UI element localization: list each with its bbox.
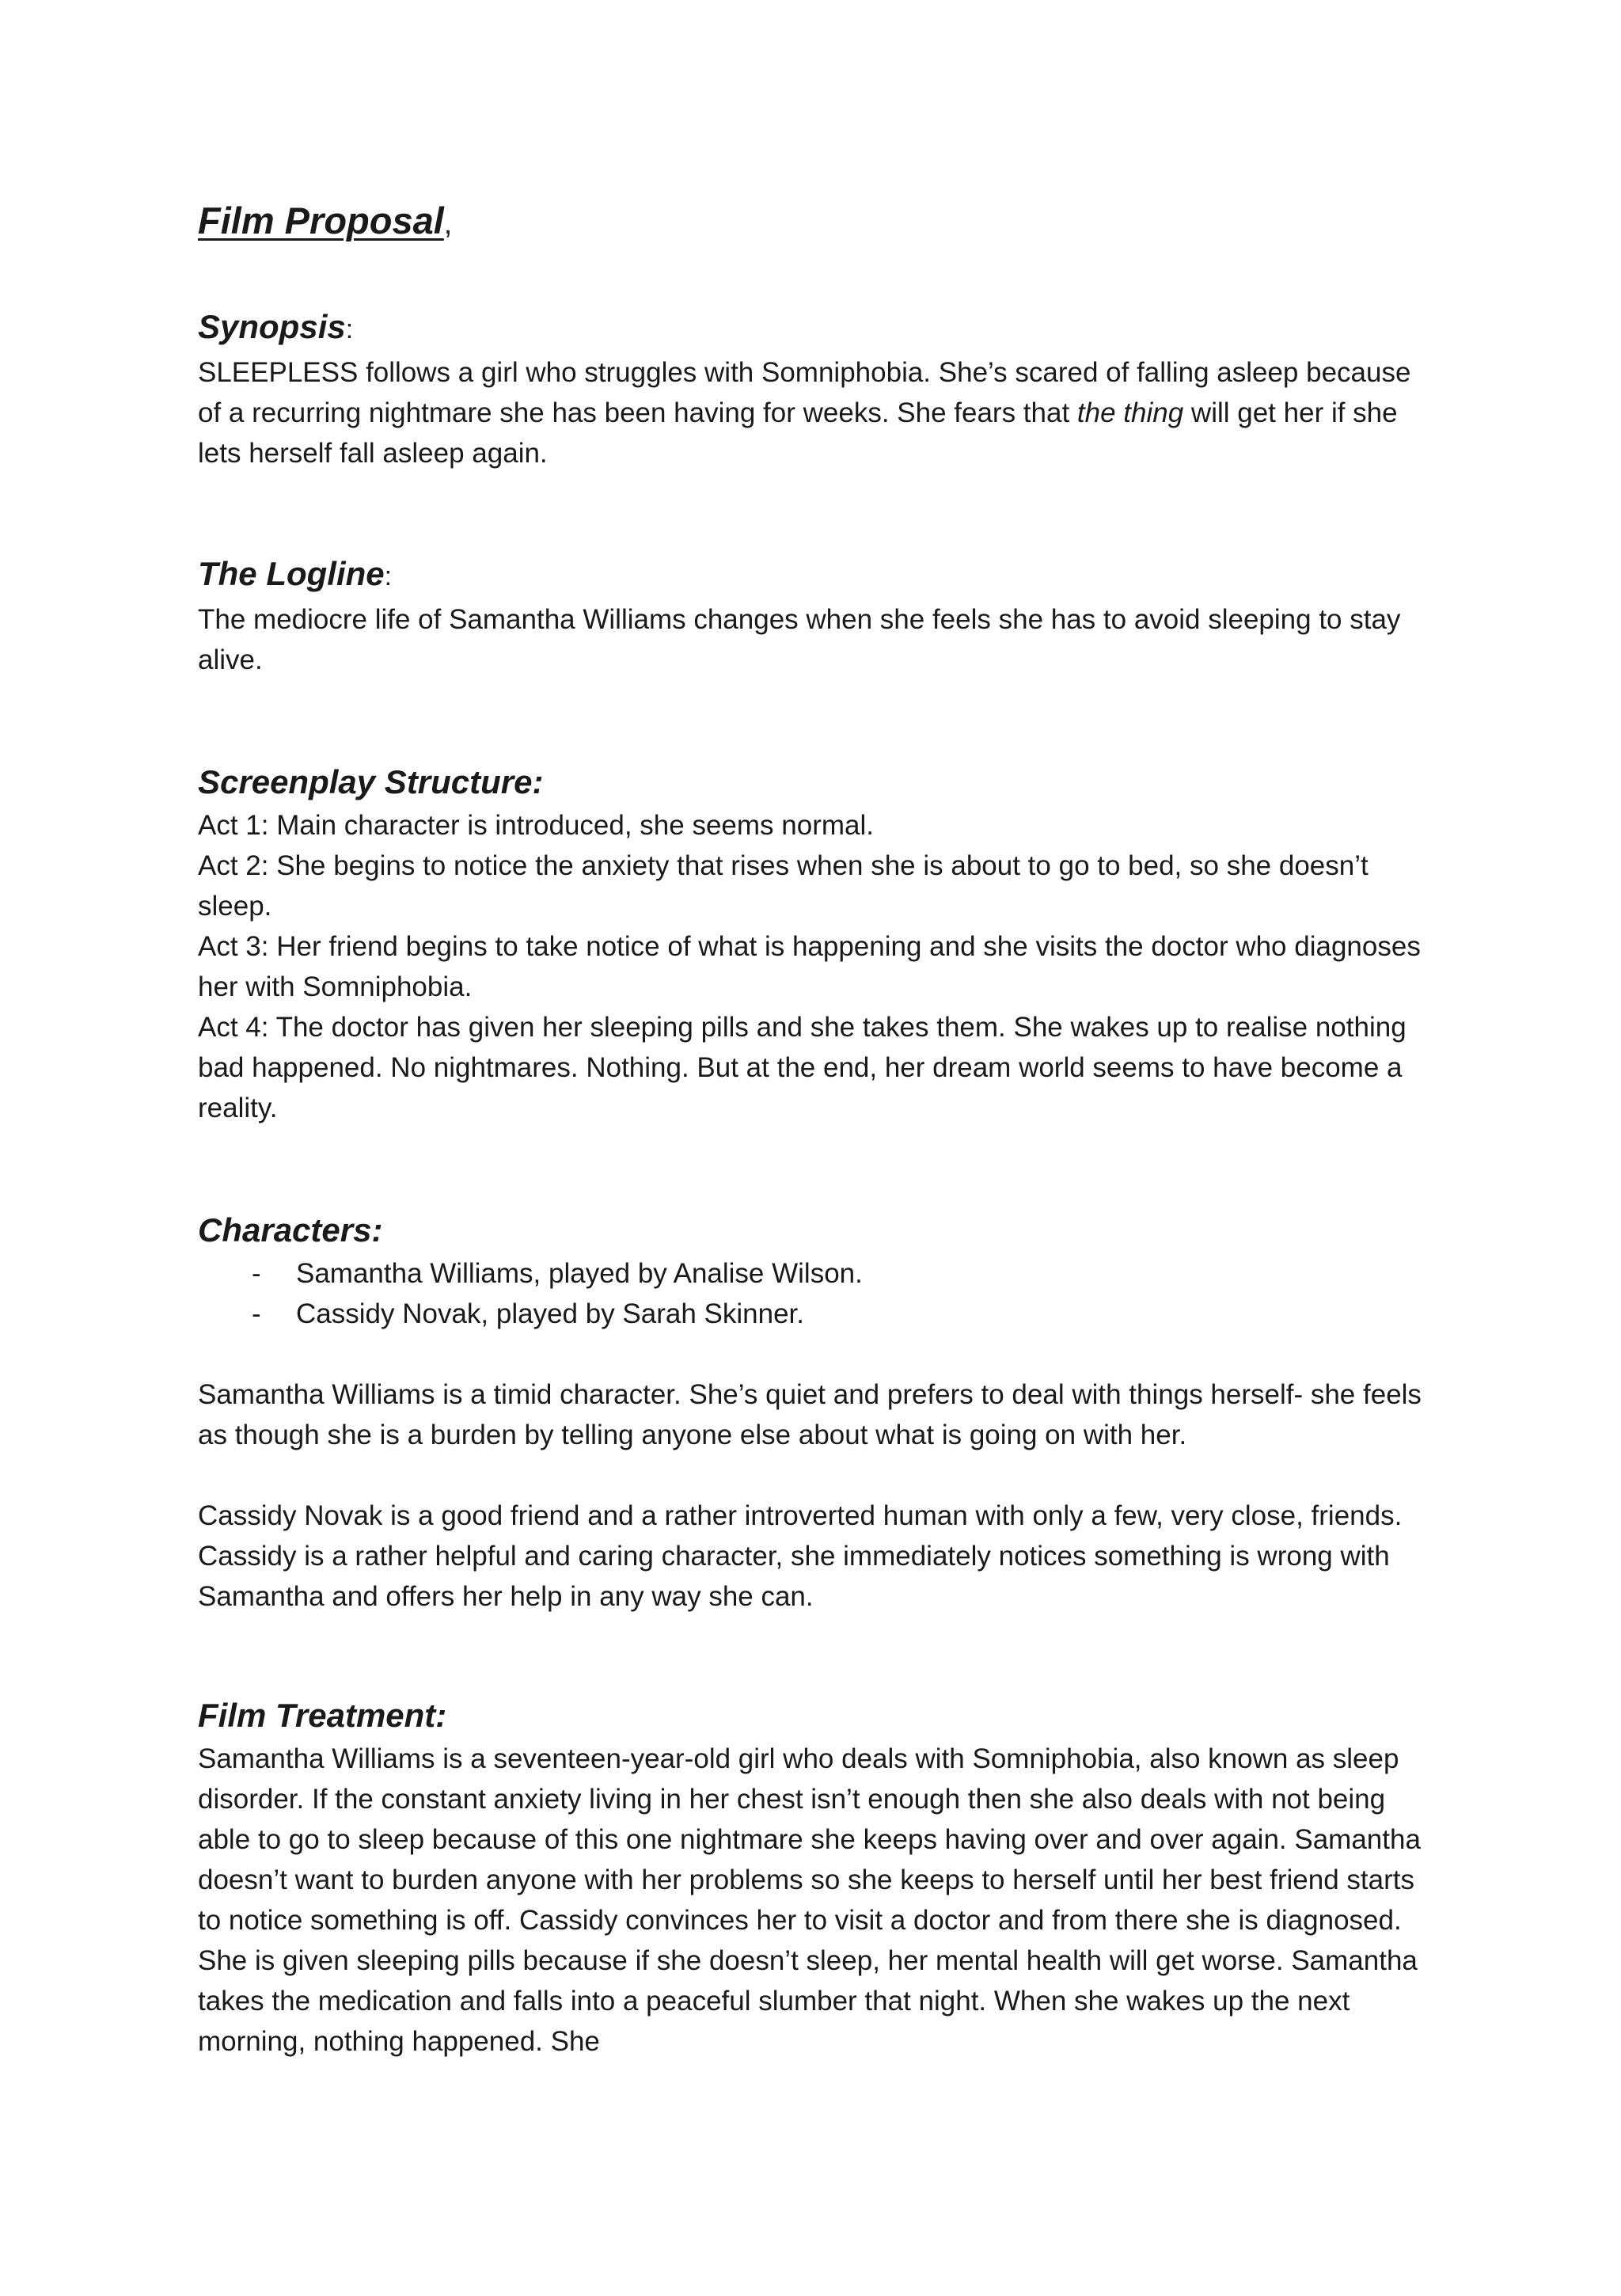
synopsis-section <box>198 304 1441 473</box>
list-item <box>252 1253 1441 1294</box>
document-title <box>198 196 1441 249</box>
logline-section <box>198 551 1441 680</box>
structure-heading: Screenplay Structure: <box>198 763 544 800</box>
act-4: Act 4: The doctor has given her sleeping pills and she takes them. She wakes up to realise nothing bad happened. No nightmares. Nothing. But at the end, her dream world seems to have become a reality. <box>198 1012 1407 1123</box>
logline-heading <box>198 551 1441 599</box>
synopsis-heading-text: Synopsis <box>198 308 346 345</box>
treatment-heading: Film Treatment: <box>198 1697 447 1734</box>
title-comma: , <box>443 207 453 241</box>
characters-list <box>198 1253 1441 1334</box>
document-page <box>198 196 1441 2062</box>
bullet-dash: - <box>252 1258 261 1289</box>
treatment-section <box>198 1693 1441 2062</box>
act-3: Act 3: Her friend begins to take notice of what is happening and she visits the doctor who diagnoses her with Somniphobia. <box>198 931 1421 1002</box>
synopsis-heading-colon: : <box>345 314 354 344</box>
character-cassidy: Cassidy Novak, played by Sarah Skinner. <box>296 1298 804 1329</box>
synopsis-text-end: will get her if she lets herself fall asleep again. <box>198 397 1398 469</box>
characters-section <box>198 1207 1441 1617</box>
synopsis-text <box>198 352 1441 473</box>
characters-heading: Characters: <box>198 1211 383 1249</box>
act-2: Act 2: She begins to notice the anxiety that rises when she is about to go to bed, so she doesn’t sleep. <box>198 850 1369 922</box>
character-samantha: Samantha Williams, played by Analise Wilson. <box>296 1258 863 1289</box>
samantha-description: Samantha Williams is a timid character. She’s quiet and prefers to deal with things herself- she feels as though she is a burden by telling anyone else about what is going on with her. <box>198 1379 1422 1450</box>
structure-section <box>198 759 1441 1128</box>
act-1: Act 1: Main character is introduced, she seems normal. <box>198 810 874 841</box>
logline-heading-text: The Logline <box>198 555 385 592</box>
title-text: Film Proposal <box>198 200 444 241</box>
bullet-dash: - <box>252 1298 261 1329</box>
synopsis-text-start: SLEEPLESS follows a girl who struggles with Somniphobia. She’s scared of falling asleep because of a recurring nightmare she has been having for weeks. She fears that <box>198 357 1411 428</box>
treatment-text: Samantha Williams is a seventeen-year-old girl who deals with Somniphobia, also known as sleep disorder. If the constant anxiety living in her chest isn’t enough then she also deals with not being able to go to sleep because of this one nightmare she keeps having over and over again. Samantha doesn’t want to burden anyone with her problems so she keeps to herself until her best friend starts to notice something is off. Cassidy convinces her to visit a doctor and from there she is diagnosed. She is given sleeping pills because if she doesn’t sleep, her mental health will get worse. Samantha takes the medication and falls into a peaceful slumber that night. When she wakes up the next morning, nothing happened. She <box>198 1743 1421 2057</box>
logline-text: The mediocre life of Samantha Williams changes when she feels she has to avoid sleeping to stay alive. <box>198 604 1401 675</box>
logline-heading-colon: : <box>384 561 393 591</box>
synopsis-text-italic: the thing <box>1076 397 1184 428</box>
list-item <box>252 1294 1441 1334</box>
cassidy-description: Cassidy Novak is a good friend and a rather introverted human with only a few, very close, friends. Cassidy is a rather helpful and caring character, she immediately notices something is wrong with Samantha and offers her help in any way she can. <box>198 1500 1403 1612</box>
synopsis-heading <box>198 304 1441 352</box>
